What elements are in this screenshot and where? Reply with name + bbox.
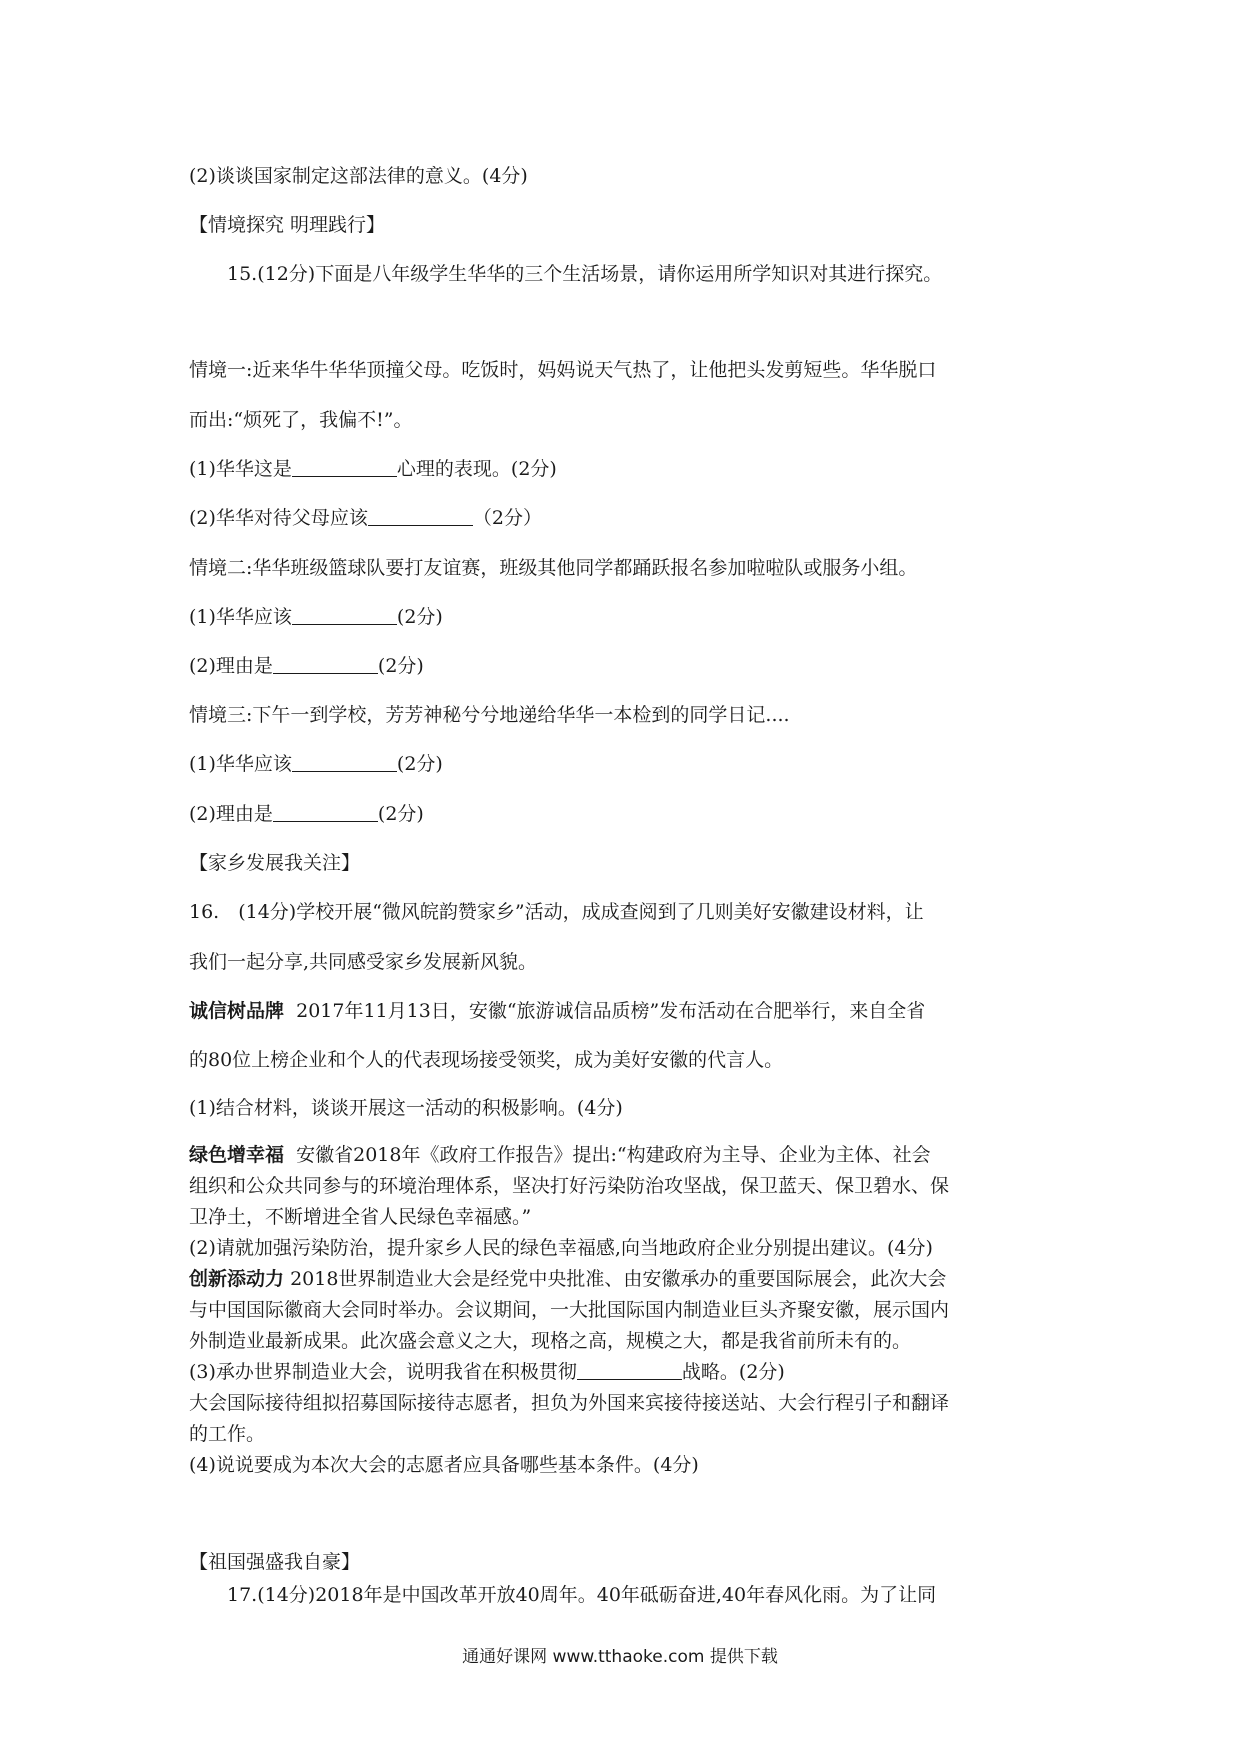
q14-part2: (2)谈谈国家制定这部法律的意义。(4分) [189,165,528,187]
section-heading-qingjing: 【情境探究 明理践行】 [189,214,386,236]
s3-q1-prefix: (1)华华应该 [189,753,292,775]
s1-line1: 情境一:近来华牛华华顶撞父母。吃饭时，妈妈说天气热了，让他把头发剪短些。华华脱口 [189,359,937,381]
m4-line1: 大会国际接待组拟招募国际接待志愿者，担负为外国来宾接待接送站、大会行程引子和翻译 [189,1392,950,1414]
s2-question1 [189,605,443,629]
m1-text: 2017年11月13日，安徽“旅游诚信品质榜”发布活动在合肥举行，来自全省 [296,1000,926,1022]
s3-q2-suffix: (2分) [377,803,424,825]
m1-title: 诚信树品牌 [189,1000,285,1022]
s1-q2-suffix: （2分） [472,507,543,529]
s3-question1 [189,752,443,776]
q16-line1: 16. (14分)学校开展“微风皖韵赞家乡”活动，成成查阅到了几则美好安徽建设材料，让 [189,901,924,923]
s2-line: 情境二:华华班级篮球队要打友谊赛，班级其他同学都踊跃报名参加啦啦队或服务小组。 [189,557,918,579]
s1-q1-suffix: 心理的表现。(2分) [396,458,557,480]
s2-question2 [189,654,424,678]
footer-watermark: 通通好课网 www.tthaoke.com 提供下载 [462,1647,778,1667]
s1-q2-prefix: (2)华华对待父母应该 [189,507,368,529]
s3-q2-prefix: (2)理由是 [189,803,273,825]
s1-question1 [189,457,557,481]
s1-question2 [189,506,542,530]
s3-q1-suffix: (2分) [396,753,443,775]
m3-question [189,1360,785,1384]
m1-line1 [189,999,925,1023]
m3-q-suffix: 战略。(2分) [681,1361,785,1383]
section-heading-zuguo: 【祖国强盛我自豪】 [189,1551,361,1573]
m4-line2: 的工作。 [189,1423,266,1445]
section-heading-jiaxiang: 【家乡发展我关注】 [189,852,361,874]
q17-line1: 17.(14分)2018年是中国改革开放40周年。40年砥砺奋进,40年春风化雨。为了让同 [227,1584,937,1606]
answer-blank[interactable] [273,803,378,822]
m3-line3: 外制造业最新成果。此次盛会意义之大，现格之高，规模之大，都是我省前所未有的。 [189,1330,912,1352]
s2-q2-suffix: (2分) [377,655,424,677]
q15-intro: 15.(12分)下面是八年级学生华华的三个生活场景，请你运用所学知识对其进行探究。 [227,263,943,285]
m1-question: (1)结合材料，谈谈开展这一活动的积极影响。(4分) [189,1097,623,1119]
m4-question: (4)说说要成为本次大会的志愿者应具备哪些基本条件。(4分) [189,1454,699,1476]
m3-title: 创新添动力 [189,1268,285,1290]
answer-blank[interactable] [368,507,473,526]
m3-q-prefix: (3)承办世界制造业大会，说明我省在积极贯彻 [189,1361,577,1383]
m2-line3: 卫净土，不断增进全省人民绿色幸福感。” [189,1206,532,1228]
answer-blank[interactable] [292,606,397,625]
m2-title: 绿色增幸福 [189,1144,285,1166]
q16-line2: 我们一起分享,共同感受家乡发展新风貌。 [189,951,538,973]
s2-q2-prefix: (2)理由是 [189,655,273,677]
m2-line1 [189,1143,931,1167]
s2-q1-prefix: (1)华华应该 [189,606,292,628]
answer-blank[interactable] [292,458,397,477]
s2-q1-suffix: (2分) [396,606,443,628]
m2-question: (2)请就加强污染防治，提升家乡人民的绿色幸福感,向当地政府企业分别提出建议。(4分) [189,1237,933,1259]
s3-line: 情境三:下午一到学校，芳芳神秘兮兮地递给华华一本检到的同学日记.... [189,704,790,726]
s1-line2: 而出:“烦死了，我偏不!”。 [189,409,413,431]
answer-blank[interactable] [577,1361,682,1380]
m2-line2: 组织和公众共同参与的环境治理体系，坚决打好污染防治攻坚战，保卫蓝天、保卫碧水、保 [189,1175,950,1197]
m1-line2: 的80位上榜企业和个人的代表现场接受领奖，成为美好安徽的代言人。 [189,1049,784,1071]
answer-blank[interactable] [273,655,378,674]
m3-line1 [189,1267,946,1291]
m2-text: 安徽省2018年《政府工作报告》提出:“构建政府为主导、企业为主体、社会 [296,1144,931,1166]
answer-blank[interactable] [292,753,397,772]
s1-q1-prefix: (1)华华这是 [189,458,292,480]
s3-question2 [189,802,424,826]
m3-text: 2018世界制造业大会是经党中央批准、由安徽承办的重要国际展会，此次大会 [290,1268,947,1290]
m3-line2: 与中国国际徽商大会同时举办。会议期间，一大批国际国内制造业巨头齐聚安徽，展示国内 [189,1299,950,1321]
